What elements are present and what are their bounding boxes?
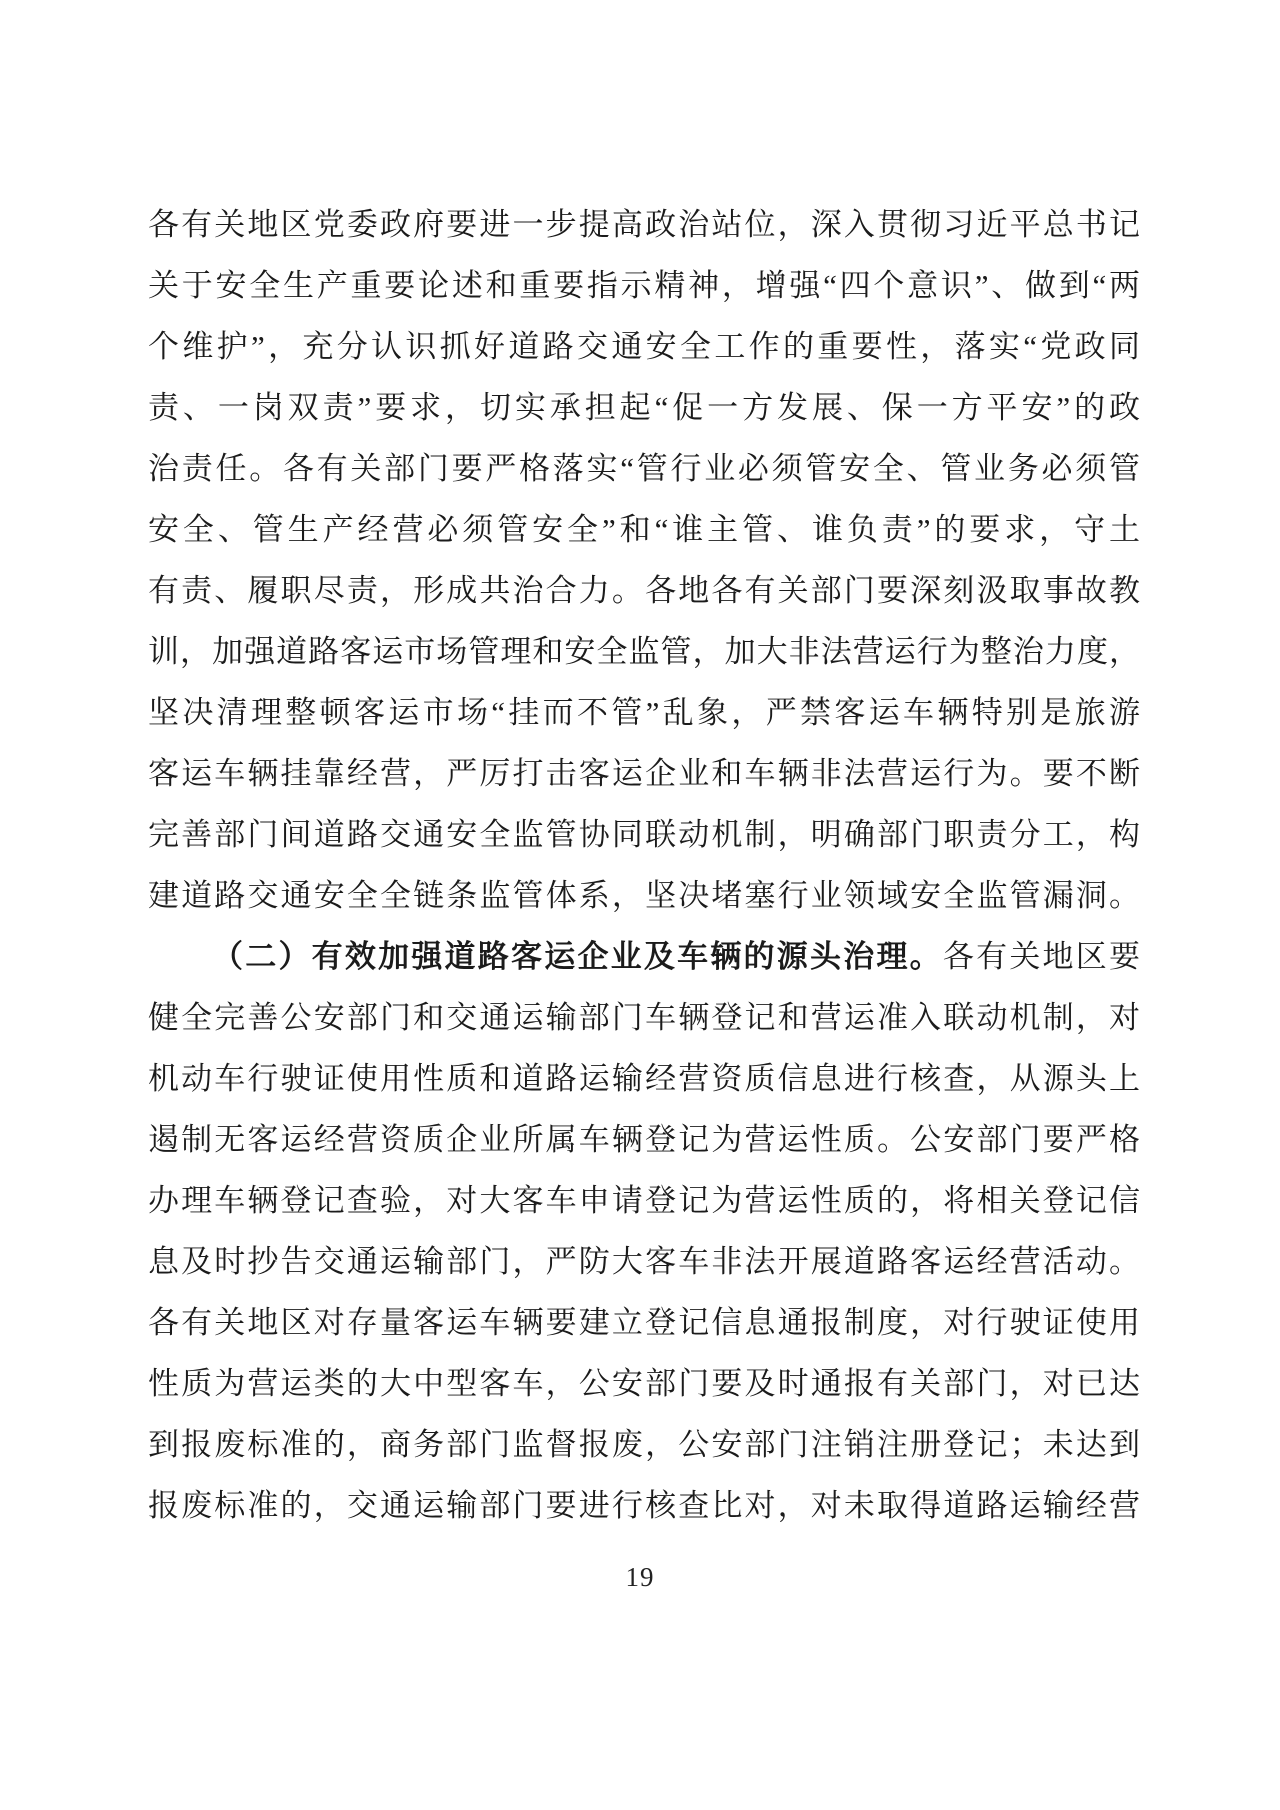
text-line (148, 316, 1140, 377)
text-line (148, 1109, 1140, 1170)
text-line (148, 1292, 1140, 1353)
text-line (148, 987, 1140, 1048)
body-text: 各有关地区对存量客运车辆要建立登记信息通报制度，对行驶证使用 (148, 1305, 1140, 1340)
text-line (148, 499, 1140, 560)
body-text: 报废标准的，交通运输部门要进行核查比对，对未取得道路运输经营 (148, 1488, 1140, 1523)
page-number: 19 (625, 1562, 655, 1592)
text-line (148, 926, 1140, 987)
text-line (148, 743, 1140, 804)
body-text: 个维护”，充分认识抓好道路交通安全工作的重要性，落实“党政同 (148, 329, 1140, 364)
body-text: 坚决清理整顿客运市场“挂而不管”乱象，严禁客运车辆特别是旅游 (148, 695, 1140, 730)
text-line (148, 377, 1140, 438)
body-text: 到报废标准的，商务部门监督报废，公安部门注销注册登记；未达到 (148, 1427, 1140, 1462)
section-heading-text: （二）有效加强道路客运企业及车辆的源头治理。 (212, 939, 943, 974)
body-text: 有责、履职尽责，形成共治合力。各地各有关部门要深刻汲取事故教 (148, 573, 1140, 608)
text-line (148, 1048, 1140, 1109)
text-line (148, 438, 1140, 499)
body-text: 机动车行驶证使用性质和道路运输经营资质信息进行核查，从源头上 (148, 1061, 1140, 1096)
body-text: 安全、管生产经营必须管安全”和“谁主管、谁负责”的要求，守土 (148, 512, 1140, 547)
text-line (148, 682, 1140, 743)
body-text: 训，加强道路客运市场管理和安全监管，加大非法营运行为整治力度， (148, 634, 1140, 669)
body-text: 办理车辆登记查验，对大客车申请登记为营运性质的，将相关登记信 (148, 1183, 1140, 1218)
text-line (148, 1475, 1140, 1536)
body-text: 健全完善公安部门和交通运输部门车辆登记和营运准入联动机制，对 (148, 1000, 1140, 1035)
text-line (148, 1353, 1140, 1414)
body-text: 各有关地区党委政府要进一步提高政治站位，深入贯彻习近平总书记 (148, 207, 1140, 242)
body-text: 性质为营运类的大中型客车，公安部门要及时通报有关部门，对已达 (148, 1366, 1140, 1401)
text-line (148, 560, 1140, 621)
text-line (148, 194, 1140, 255)
body-text: 建道路交通安全全链条监管体系，坚决堵塞行业领域安全监管漏洞。 (148, 878, 1140, 913)
text-line (148, 255, 1140, 316)
body-text: 客运车辆挂靠经营，严厉打击客运企业和车辆非法营运行为。要不断 (148, 756, 1140, 791)
body-text: 关于安全生产重要论述和重要指示精神，增强“四个意识”、做到“两 (148, 268, 1140, 303)
body-text: 遏制无客运经营资质企业所属车辆登记为营运性质。公安部门要严格 (148, 1122, 1140, 1157)
body-text: 治责任。各有关部门要严格落实“管行业必须管安全、管业务必须管 (148, 451, 1140, 486)
body-text: 责、一岗双责”要求，切实承担起“促一方发展、保一方平安”的政 (148, 390, 1140, 425)
text-line (148, 1231, 1140, 1292)
text-line (148, 1414, 1140, 1475)
body-text: 完善部门间道路交通安全监管协同联动机制，明确部门职责分工，构 (148, 817, 1140, 852)
body-text: 息及时抄告交通运输部门，严防大客车非法开展道路客运经营活动。 (148, 1244, 1140, 1279)
text-line (148, 804, 1140, 865)
text-line (148, 865, 1140, 926)
text-line (148, 1170, 1140, 1231)
body-text: 各有关地区要 (942, 939, 1140, 974)
text-line (148, 621, 1140, 682)
text-block (148, 194, 1140, 1536)
